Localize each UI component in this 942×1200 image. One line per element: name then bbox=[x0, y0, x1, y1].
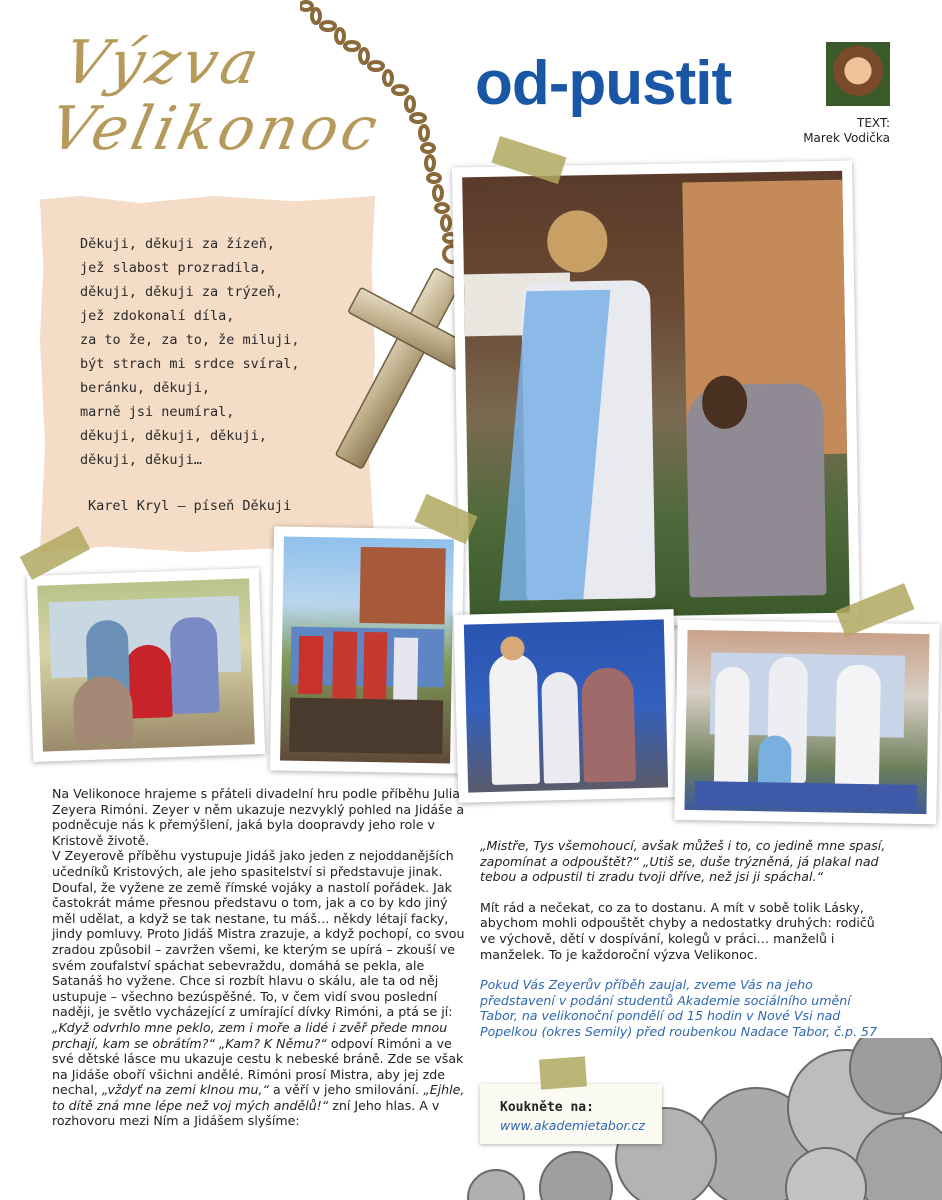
poem-attribution: Karel Kryl – píseň Děkuji bbox=[88, 498, 292, 514]
photo-angels bbox=[674, 620, 939, 825]
poem-line: děkuji, děkuji za trýzeň, bbox=[80, 284, 284, 300]
article-text: V Zeyerově příběhu vystupuje Jidáš jako jeden z nejoddanějších učedníků Kristových, ale jeho spasitelství si představuje jinak. Doufal, že vyžene ze země římské vojáky a nastolí pořádek. Jak častokrát máme přesnou představu o tom, jak a co by kdo jiný měl udělat, a když se tak nestane, tu máš… někdy létají facky, jindy pomluvy. Proto Jidáš Mistra zrazuje, a když pochopí, co svou zradou způsobil – zavržen všemi, ke kterým se upírá – zkouší ve svém zoufalství spáchat sebevraždu, domáhá se pekla, ale Satanáš ho vyžene. Chce si rozbít hlavu o skálu, ale ta od něj ustupuje – všechno bezúspěšné. To, v čem vidí svou poslední naději, je světlo vycházející z umírající dívky Rimóni, a ptá se jí: bbox=[52, 848, 465, 1020]
quote-dialogue: „Mistře, Tys všemohoucí, avšak můžeš i to, co jedině mne spasí, zapomínat a odpouštět?“ „Utiš se, duše trýzněná, já plakal nad tebou a odpustil ti zradu tvoji dříve, než jsi ji spáchal.“ bbox=[480, 838, 886, 885]
article-text: odpoví Rimóni a ve své dětské lásce mu ukazuje cestu k nebeské bráně. Zde se však na Jidáše oboří všichni andělé. Rimóni prosí Mistra, aby jej zde nechal, bbox=[52, 1035, 464, 1098]
article-paragraph: Mít rád a nečekat, co za to dostanu. A mít v sobě tolik Lásky, abychom mohli odpouštět chyby a nedostatky druhých: rodičů ve výchově, dětí v dospívání, kolegů v práci… manželů i manželek. To je každoroční výzva Velikonoc. bbox=[480, 899, 875, 962]
article-text: zní Jeho hlas. A v rozhovoru mezi Ním a Jidášem slyšíme: bbox=[52, 1097, 440, 1129]
poem-line: beránku, děkuji, bbox=[80, 380, 211, 396]
author-photo bbox=[826, 42, 890, 106]
poem-line: za to že, za to, že miluji, bbox=[80, 332, 300, 348]
author-credit bbox=[803, 116, 890, 146]
author-name: Marek Vodička bbox=[803, 131, 890, 145]
poem-line: děkuji, děkuji… bbox=[80, 452, 202, 468]
poem-line: Děkuji, děkuji za žízeň, bbox=[80, 236, 276, 252]
script-title-line2: Velikonoc bbox=[43, 94, 387, 164]
photo-women-group bbox=[27, 568, 265, 762]
article-text: a věří v jeho smilování. bbox=[269, 1082, 424, 1098]
photo-white-robes bbox=[454, 609, 679, 803]
link-label: Koukněte na: bbox=[500, 1100, 594, 1115]
poem-line: jež slabost prozradila, bbox=[80, 260, 267, 276]
article-right-column bbox=[480, 838, 890, 1055]
performance-invitation: Pokud Vás Zeyerův příběh zaujal, zveme Vás na jeho představení v podání studentů Akademie sociálního umění Tabor, na velikonoční pondělí od 15 hodin v Nové Vsi nad Popelkou (okres Semily) před roubenkou Nadace Tabor, č.p. 57 bbox=[480, 977, 878, 1039]
article-paragraph bbox=[52, 848, 468, 1129]
quote-judas: „Když odvrhlo mne peklo, zem i moře a lidé i zvěř předе mnou prchají, kam se obrátím?“ „Kam? K Němu?“ bbox=[52, 1019, 448, 1051]
poem-line: děkuji, děkuji, děkuji, bbox=[80, 428, 267, 444]
quote-rimoni: „vždyť na zemi klnou mu,“ bbox=[101, 1082, 269, 1098]
photo-crowd-scene bbox=[270, 526, 464, 773]
poem-line: jež zdokonalí díla, bbox=[80, 308, 235, 324]
photo-jesus-and-judas bbox=[452, 161, 860, 630]
author-label: TEXT: bbox=[857, 116, 890, 130]
tape-strip bbox=[539, 1056, 587, 1089]
article-paragraph: Na Velikonoce hrajeme s přáteli divadelní hru podle příběhu Julia Zeyera Rimóni. Zeyer v něm ukazuje nezvyklý pohled na Jidáše a podněcuje nás k přemýšlení, jaká byla doopravdy jeho role v Kristově životě. bbox=[52, 786, 465, 848]
poem-line: marně jsi neumíral, bbox=[80, 404, 235, 420]
website-link[interactable]: www.akademietabor.cz bbox=[500, 1118, 645, 1133]
article-left-column bbox=[52, 786, 468, 1129]
quote-master: „Ejhle, to dítě zná mne lépe než voj mých andělů!“ bbox=[52, 1082, 465, 1113]
script-title-line1: Výzva bbox=[57, 28, 269, 98]
main-title: od-pustit bbox=[475, 49, 732, 118]
poem-line: být strach mi srdce svíral, bbox=[80, 356, 300, 372]
